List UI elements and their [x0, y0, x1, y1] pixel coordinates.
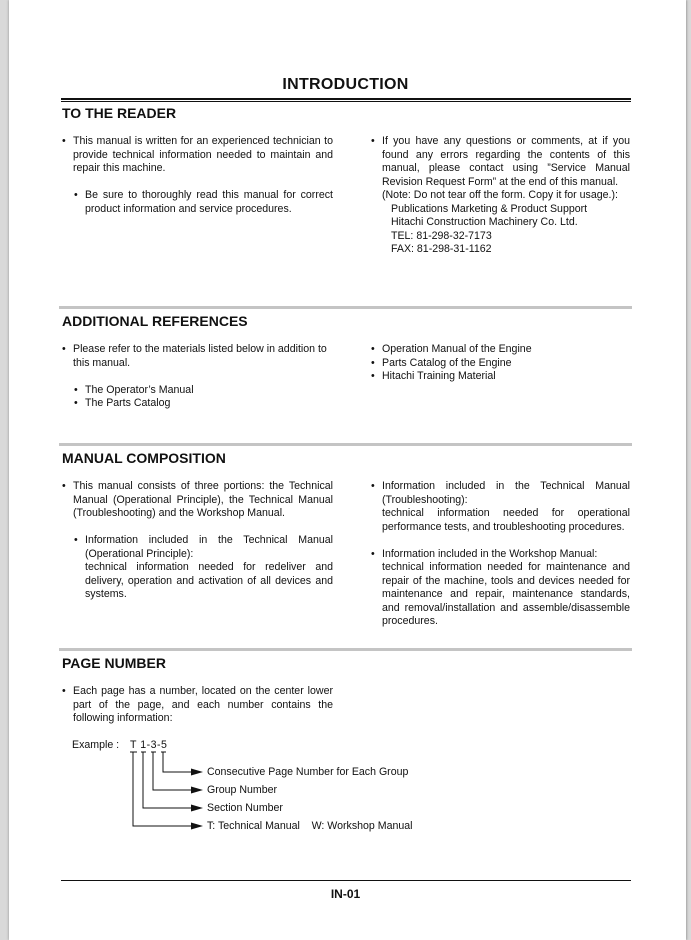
section-heading-manual-composition: MANUAL COMPOSITION [62, 450, 226, 466]
contact-line: Publications Marketing & Product Support [391, 202, 588, 215]
reference-item: • Operation Manual of the Engine [371, 343, 630, 357]
reference-item: • Hitachi Training Material [371, 370, 630, 384]
contact-line: Hitachi Construction Machinery Co. Ltd. [391, 216, 578, 228]
reference-item: • The Parts Catalog [74, 397, 333, 411]
references-intro: • Please refer to the materials listed below in addition to this manual. [62, 343, 333, 370]
contact-tel: TEL: 81-298-32-7173 [391, 229, 492, 242]
reader-contact-bullet: • If you have any questions or comments, at if you found any errors regarding the contents of this manual, please contact using ”Service Manual Revision Request Form” at the end of this manual. [371, 135, 630, 189]
contact-fax: FAX: 81-298-31-1162 [391, 243, 492, 255]
composition-item-body: technical information needed for redeliver and delivery, operation and activation of all devices and systems. [85, 561, 333, 600]
composition-item-body: technical information needed for maintenance and repair of the machine, tools and devices needed for maintenance and repair, maintenance standards, and removal/installation and assemble/disassemble procedures. [382, 561, 630, 627]
footer-rule [61, 880, 631, 881]
section-heading-page-number: PAGE NUMBER [62, 655, 166, 671]
example-code: T 1-3-5 [130, 739, 168, 751]
label-section-number: Section Number [207, 802, 283, 814]
composition-item-title: • Information included in the Technical Manual (Operational Principle): [74, 534, 333, 561]
reference-item: • Parts Catalog of the Engine [371, 357, 630, 371]
label-manual-type: T: Technical Manual W: Workshop Manual [207, 820, 413, 832]
section-heading-additional-references: ADDITIONAL REFERENCES [62, 313, 248, 329]
reference-item: • The Operator’s Manual [74, 384, 333, 398]
page-number-intro: • Each page has a number, located on the center lower part of the page, and each number contains the following information: [62, 685, 333, 726]
section-heading-to-the-reader: TO THE READER [62, 105, 177, 121]
label-consecutive-page-number: Consecutive Page Number for Each Group [207, 766, 409, 778]
composition-intro: • This manual consists of three portions: the Technical Manual (Operational Principle), the Technical Manual (Troubleshooting) and the Workshop Manual. [62, 480, 333, 521]
example-label: Example : [72, 739, 120, 751]
reader-bullet-1: • This manual is written for an experienced technician to provide technical information needed to maintain and repair this machine. [62, 135, 333, 176]
page-number-footer: IN-01 [330, 887, 361, 901]
reader-note: (Note: Do not tear off the form. Copy it for usage.): [382, 189, 618, 201]
page-title: INTRODUCTION [282, 76, 409, 93]
composition-item-title: • Information included in the Workshop Manual: [371, 548, 630, 562]
label-group-number: Group Number [207, 784, 278, 796]
reader-bullet-2: • Be sure to thoroughly read this manual for correct product information and service procedures. [74, 189, 333, 216]
composition-item-title: • Information included in the Technical Manual (Troubleshooting): [371, 480, 630, 507]
composition-item-body: technical information needed for operational performance tests, and troubleshooting procedures. [382, 507, 630, 533]
